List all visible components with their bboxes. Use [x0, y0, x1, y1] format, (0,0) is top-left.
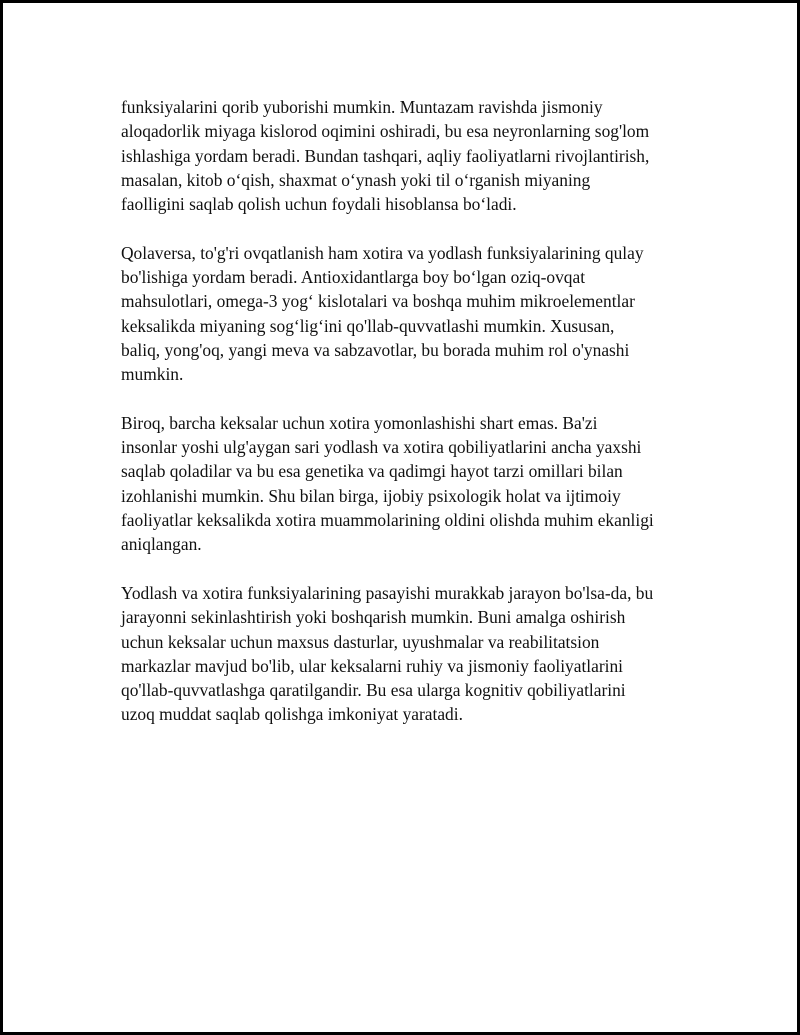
paragraph-1: funksiyalarini qorib yuborishi mumkin. Muntazam ravishda jismoniy aloqadorlik miyaga kislorod oqimini oshiradi, bu esa neyronlarning sog'lom ishlashiga yordam beradi. Bundan tashqari, aqliy faoliyatlarni rivojlantirish, masalan, kitob o‘qish, shaxmat o‘ynash yoki til o‘rganish miyaning faolligini saqlab qolish uchun foydali hisoblansa bo‘ladi.: [121, 97, 650, 215]
paragraph-2: Qolaversa, to'g'ri ovqatlanish ham xotira va yodlash funksiyalarining qulay bo'lishiga yordam beradi. Antioxidantlarga boy bo‘lgan oziq-ovqat mahsulotlari, omega-3 yog‘ kislotalari va boshqa muhim mikroelementlar keksalikda miyaning sog‘lig‘ini qo'llab-quvvatlashi mumkin. Xususan, baliq, yong'oq, yangi meva va sabzavotlar, bu borada muhim rol o'ynashi mumkin.: [121, 242, 644, 385]
document-body: [121, 95, 701, 751]
paragraph-4: Yodlash va xotira funksiyalarining pasayishi murakkab jarayon bo'lsa-da, bu jarayonni sekinlashtirish yoki boshqarish mumkin. Buni amalga oshirish uchun keksalar uchun maxsus dasturlar, uyushmalar va reabilitatsion markazlar mavjud bo'lib, ular keksalarni ruhiy va jismoniy faoliyatlarini qo'llab-quvvatlashga qaratilgandir. Bu esa ularga kognitiv qobiliyatlarini uzoq muddat saqlab qolishga imkoniyat yaratadi.: [121, 582, 654, 725]
paragraph-3: Biroq, barcha keksalar uchun xotira yomonlashishi shart emas. Ba'zi insonlar yoshi ulg'aygan sari yodlash va xotira qobiliyatlarini ancha yaxshi saqlab qoladilar va bu esa genetika va qadimgi hayot tarzi omillari bilan izohlanishi mumkin. Shu bilan birga, ijobiy psixologik holat va ijtimoiy faoliyatlar keksalikda xotira muammolarining oldini olishda muhim ekanligi aniqlangan.: [121, 412, 654, 555]
